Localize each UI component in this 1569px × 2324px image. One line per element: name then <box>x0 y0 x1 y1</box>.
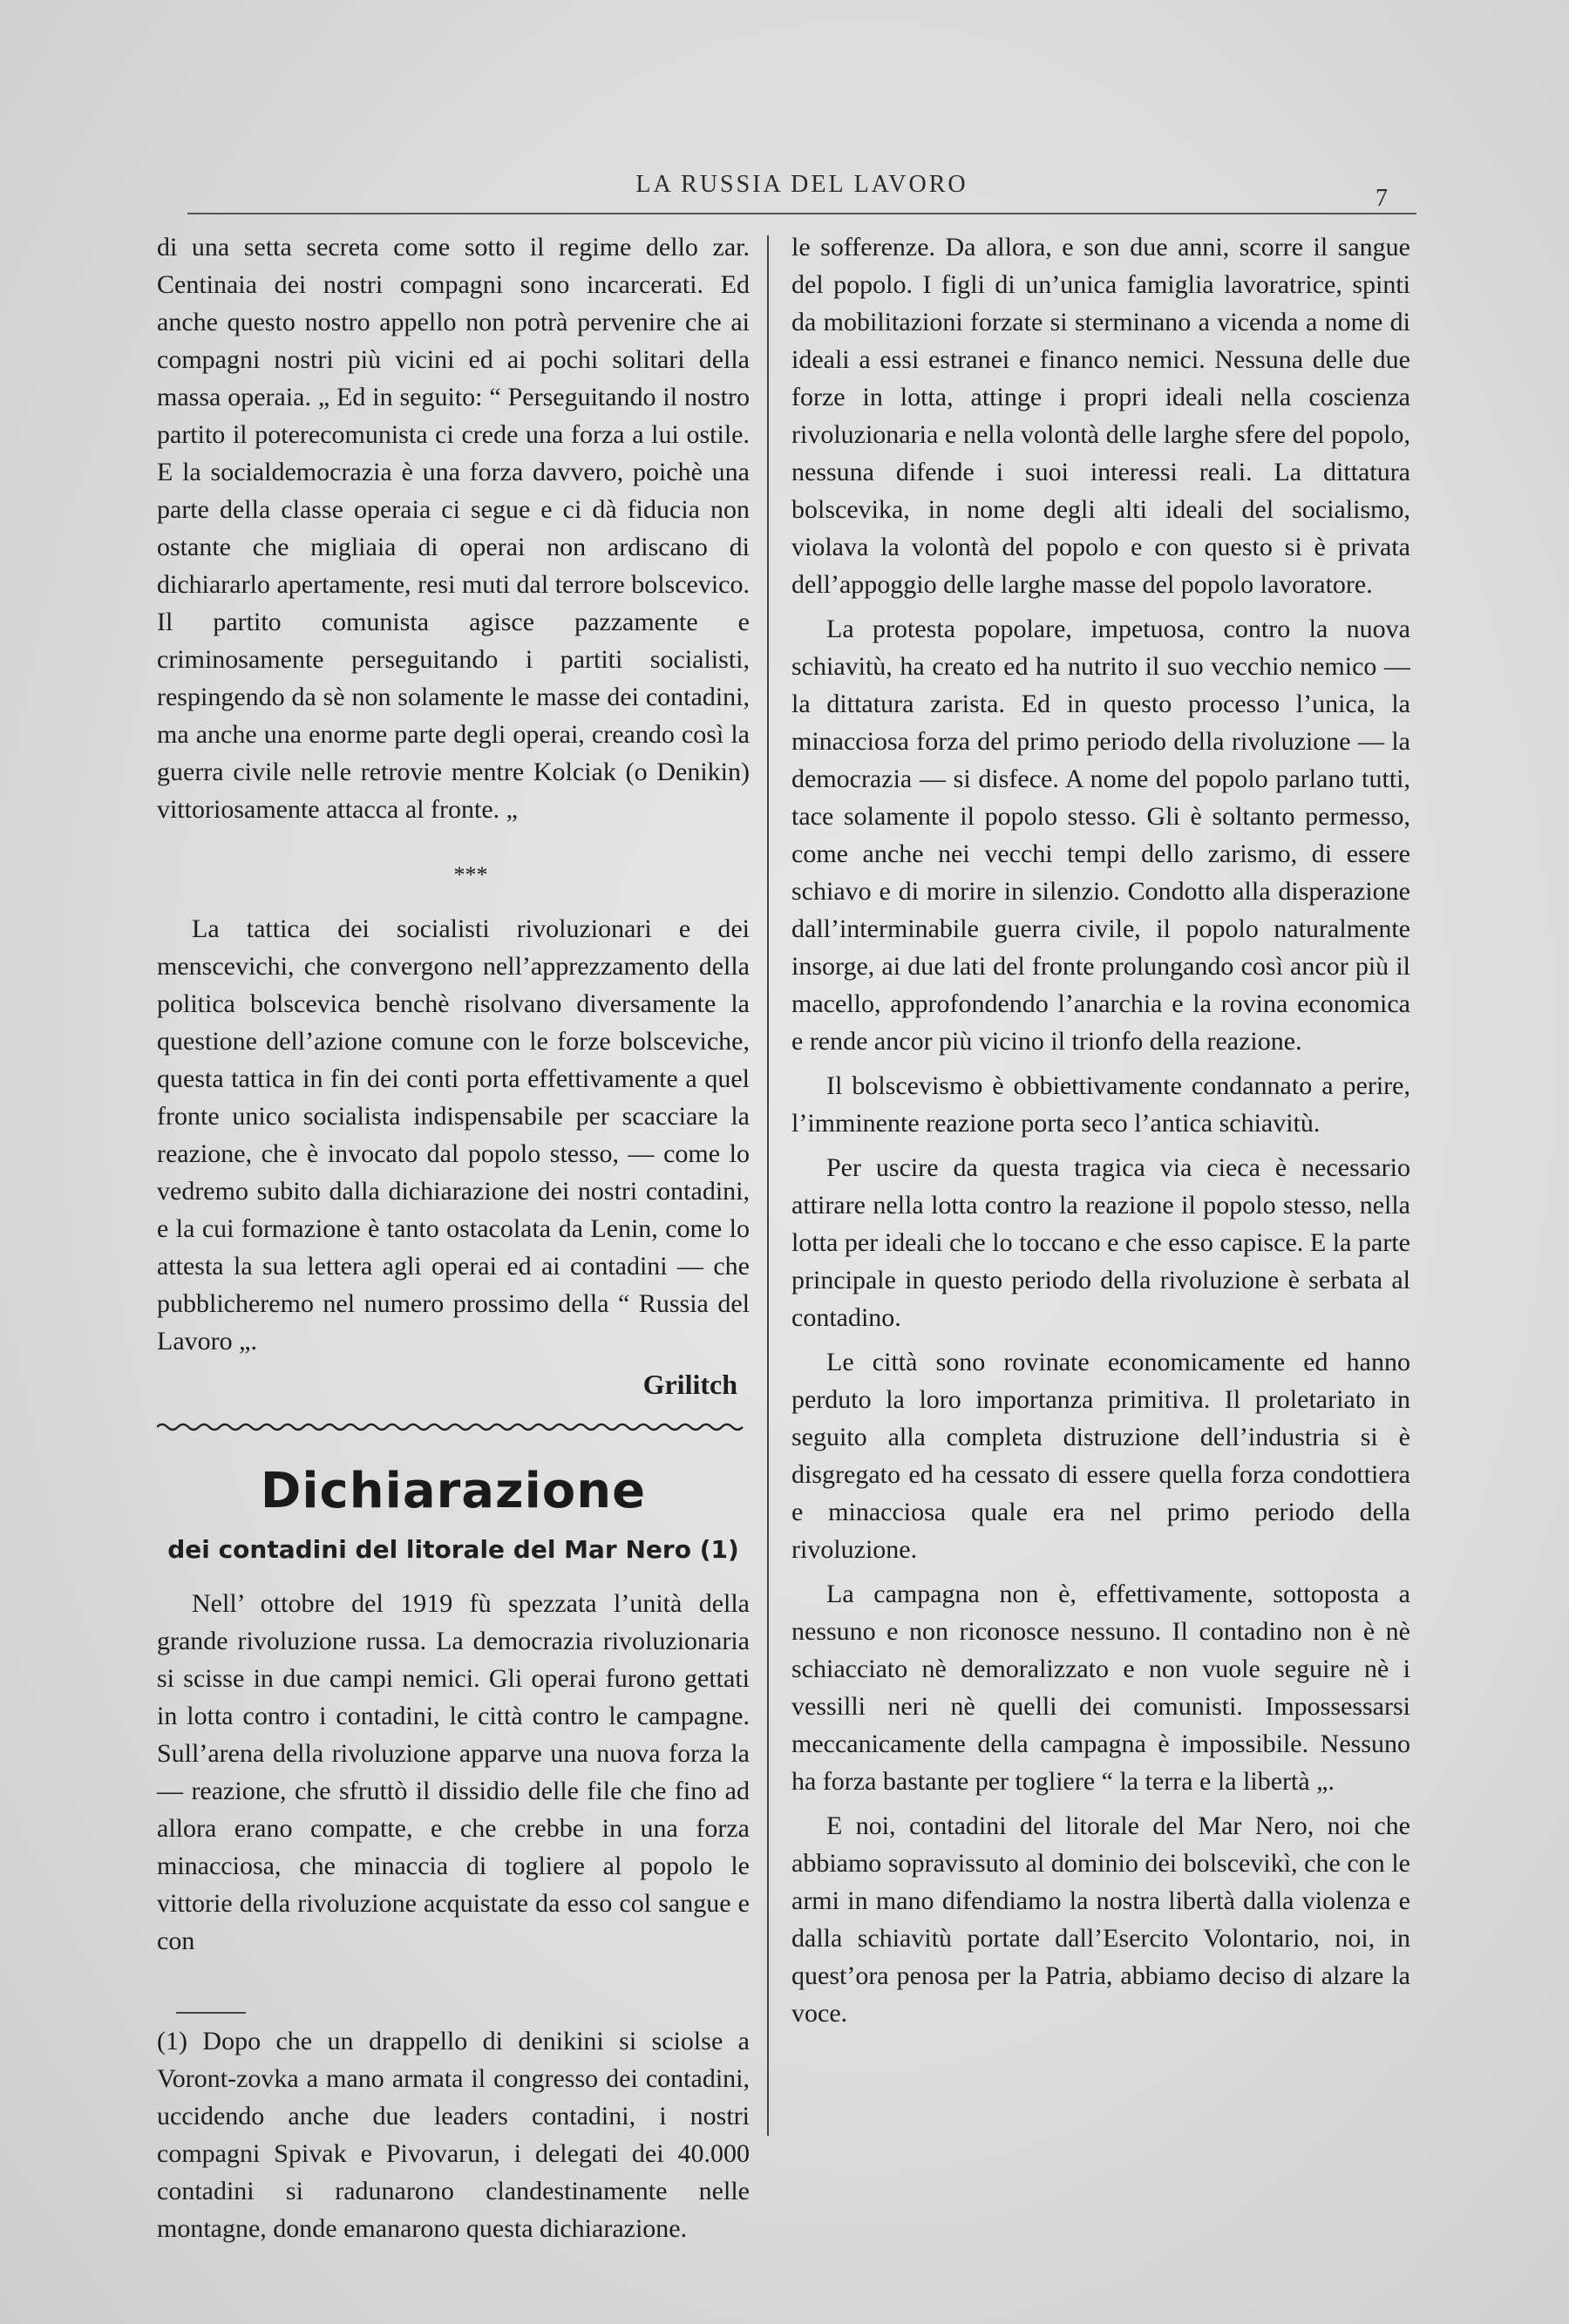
article-paragraph: La protesta popolare, impetuosa, contro la nuova schiavitù, ha creato ed ha nutrito il suo vecchio nemico — la dittatura zarista. Ed in questo processo l’unica, la minacciosa forza del primo periodo della rivoluzione — la democrazia — si disfece. A nome del popolo parlano tutti, tace solamente il popolo stesso. Gli è soltanto permesso, come anche nei vecchi tempi dello zarismo, di essere schiavo e di morire in silenzio. Condotto alla disperazione dall’interminabile guerra civile, il popolo naturalmente insorge, ai due lati del fronte prolungando così ancor più il macello, approfondendo l’anarchia e la rovina economica e rende ancor più vicino il trionfo della reazione. <box>791 615 1410 1056</box>
article-paragraph: La campagna non è, effettivamente, sottoposta a nessuno e non riconosce nessuno. Il contadino non è nè schiacciato nè demoralizzato e non vuole seguire nè i vessilli neri nè quelli dei comunisti. Impossessarsi meccanicamente della campagna è impossibile. Nessuno ha forza bastante per togliere “ la terra e la libertà „. <box>791 1580 1410 1796</box>
decorative-wavy-rule <box>157 1421 750 1433</box>
article-paragraph: Il bolscevismo è obbiettivamente condannato a perire, l’imminente reazione porta seco l’antica schiavitù. <box>791 1071 1410 1138</box>
section-subtitle: dei contadini del litorale del Mar Nero (1) <box>167 1535 739 1564</box>
article-paragraph: Per uscire da questa tragica via cieca è necessario attirare nella lotta contro la reazione il popolo stesso, nella lotta per ideali che lo toccano e che esso capisce. E la parte principale in questo periodo della rivoluzione è serbata al contadino. <box>791 1153 1410 1332</box>
section-separator-stars: *** <box>453 862 488 887</box>
running-head-title: LA RUSSIA DEL LAVORO <box>635 171 968 198</box>
author-signature: Grilitch <box>642 1369 737 1400</box>
header-rule <box>187 213 1416 214</box>
article-paragraph: La tattica dei socialisti rivoluzionari e dei menscevichi, che convergono nell’apprezzamento della politica bolscevica benchè risolvano diversamente la questione dell’azione comune con le forze bolsceviche, questa tattica in fin dei conti porta effettivamente a quel fronte unico socialista indispensabile per scacciare la reazione, che è invocato dal popolo stesso, — come lo vedremo subito dalla dichiarazione dei nostri contadini, e la cui formazione è tanto ostacolata da Lenin, come lo attesta la sua lettera agli operai ed ai contadini — che pubblicheremo nel numero prossimo della “ Russia del Lavoro „. <box>157 914 750 1356</box>
section-title: Dichiarazione <box>260 1463 647 1519</box>
column-divider <box>767 235 769 2136</box>
article-paragraph: Le città sono rovinate economicamente ed hanno perduto la loro importanza primitiva. Il proletariato in seguito alla completa distruzione dell’industria si è disgregato ed ha cessato di essere quella forza condottiera e minacciosa quale era nel primo periodo della rivoluzione. <box>791 1348 1410 1564</box>
article-paragraph: le sofferenze. Da allora, e son due anni, scorre il sangue del popolo. I figli di un’unica famiglia lavoratrice, spinti da mobilitazioni forzate si sterminano a vicenda a nome di ideali a essi estranei e financo nemici. Nessuna delle due forze in lotta, attinge i propri ideali nella coscienza rivoluzionaria e nella volontà delle larghe sfere del popolo, nessuna difende i suoi interessi reali. La dittatura bolscevika, in nome degli alti ideali del socialismo, violava la volontà del popolo e con questo si è privata dell’appoggio delle larghe masse del popolo lavoratore. <box>791 233 1410 599</box>
article-paragraph: Nell’ ottobre del 1919 fù spezzata l’unità della grande rivoluzione russa. La democrazia rivoluzionaria si scisse in due campi nemici. Gli operai furono gettati in lotta contro i contadini, le città contro le campagne. Sull’arena della rivoluzione apparve una nuova forza la — reazione, che sfruttò il dissidio delle file che fino ad allora erano compatte, e che crebbe in una forza minacciosa, che minaccia di togliere al popolo le vittorie della rivoluzione acquistate da esso col sangue e con <box>157 1589 750 1955</box>
left-column <box>157 228 750 2247</box>
article-paragraph: E noi, contadini del litorale del Mar Nero, noi che abbiamo sopravissuto al dominio dei bolscevikì, che con le armi in mano difendiamo la nostra libertà dalla violenza e dalla schiavitù portate dall’Esercito Volontario, noi, in quest’ora penosa per la Patria, abbiamo deciso di alzare la voce. <box>791 1811 1410 2028</box>
right-column <box>791 228 1410 2032</box>
footnote: (1) Dopo che un drappello di denikini si sciolse a Voront-zovka a mano armata il congresso dei contadini, uccidendo anche due leaders contadini, i nostri compagni Spivak e Pivovarun, i delegati dei 40.000 contadini si radunarono clandestinamente nelle montagne, donde emanarono questa dichiarazione. <box>157 2027 750 2243</box>
article-paragraph: di una setta secreta come sotto il regime dello zar. Centinaia dei nostri compagni sono incarcerati. Ed anche questo nostro appello non potrà pervenire che ai compagni nostri più vicini ed ai pochi solitari della massa operaia. „ Ed in seguito: “ Perseguitando il nostro partito il poterecomunista ci crede una forza a lui ostile. E la socialdemocrazia è una forza davvero, poichè una parte della classe operaia ci segue e ci dà fiducia non ostante che migliaia di operai non ardiscano di dichiararlo apertamente, resi muti dal terrore bolscevico. Il partito comunista agisce pazzamente e criminosamente perseguitando i partiti socialisti, respingendo da sè non solamente le masse dei contadini, ma anche una enorme parte degli operai, creando così la guerra civile nelle retrovie mentre Kolciak (o Denikin) vittoriosamente attacca al fronte. „ <box>157 233 750 824</box>
page-number: 7 <box>1375 185 1388 212</box>
footnote-rule <box>176 2012 246 2014</box>
